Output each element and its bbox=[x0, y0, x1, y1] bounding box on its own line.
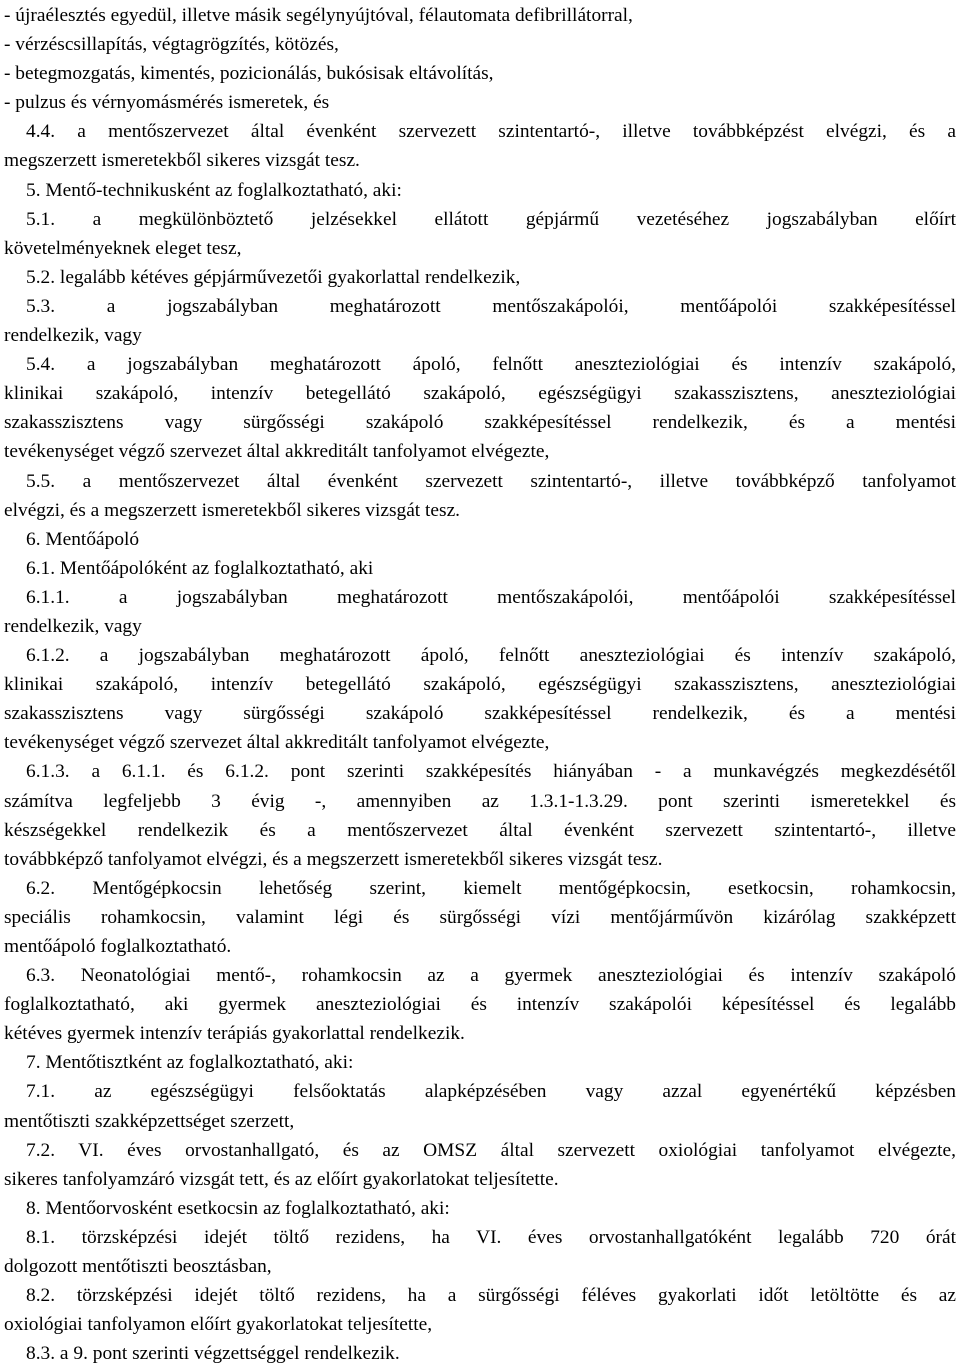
text-line: - vérzéscsillapítás, végtagrögzítés, kötözés, bbox=[4, 34, 339, 56]
text-line: követelményeknek eleget tesz, bbox=[4, 237, 242, 259]
text-line: 6.2. Mentőgépkocsin lehetőség szerint, kiemelt mentőgépkocsin, esetkocsin, rohamkocsin, bbox=[26, 877, 956, 899]
text-line: mentőápoló foglalkoztatható. bbox=[4, 936, 232, 957]
text-line: 8.1. törzsképzési idejét töltő rezidens, ha VI. éves orvostanhallgatóként legalább 720 órát bbox=[26, 1226, 956, 1248]
text-line: klinikai szakápoló, intenzív betegellátó szakápoló, egészségügyi szakasszisztens, aneszteziológiai bbox=[4, 383, 956, 405]
text-line: 6. Mentőápoló bbox=[26, 528, 140, 550]
text-line: 5.4. a jogszabályban meghatározott ápoló, felnőtt aneszteziológiai és intenzív szakápoló, bbox=[26, 354, 956, 376]
text-line: 5.1. a megkülönböztető jelzésekkel ellátott gépjármű vezetéséhez jogszabályban előírt bbox=[26, 208, 956, 230]
text-line: szakasszisztens vagy sürgősségi szakápoló szakképesítéssel rendelkezik, és a mentési bbox=[4, 412, 956, 434]
text-line: 7. Mentőtisztként az foglalkoztatható, aki: bbox=[26, 1052, 354, 1074]
text-line: - újraélesztés egyedül, illetve másik segélynyújtóval, félautomata defibrillátorral, bbox=[4, 5, 633, 26]
text-line: 7.2. VI. éves orvostanhallgató, és az OMSZ által szervezett oxiológiai tanfolyamot elvégezte, bbox=[26, 1139, 956, 1161]
text-line: rendelkezik, vagy bbox=[4, 615, 142, 637]
text-line: továbbképző tanfolyamot elvégzi, és a megszerzett ismeretekből sikeres vizsgát tesz. bbox=[4, 848, 663, 870]
text-line: 5. Mentő-technikusként az foglalkoztatható, aki: bbox=[26, 179, 402, 201]
text-line: 4.4. a mentőszervezet által évenként szervezett szintentartó-, illetve továbbképzést elvégzi, és a bbox=[26, 121, 956, 143]
text-line: speciális rohamkocsin, valamint légi és sürgősségi vízi mentőjárművön kizárólag szakképzett bbox=[4, 906, 956, 928]
text-line: készségekkel rendelkezik és a mentőszervezet által évenként szervezett szintentartó-, illetve bbox=[4, 819, 956, 841]
text-line: elvégzi, és a megszerzett ismeretekből sikeres vizsgát tesz. bbox=[4, 499, 461, 521]
text-line: 8.3. a 9. pont szerinti végzettséggel rendelkezik. bbox=[26, 1343, 400, 1365]
text-line: oxiológiai tanfolyamon előírt gyakorlatokat teljesítette, bbox=[4, 1314, 433, 1336]
text-line: tevékenységet végző szervezet által akkreditált tanfolyamot elvégezte, bbox=[4, 441, 550, 463]
text-line: megszerzett ismeretekből sikeres vizsgát tesz. bbox=[4, 150, 360, 172]
text-line: 6.3. Neonatológiai mentő-, rohamkocsin az a gyermek aneszteziológiai és intenzív szakápoló bbox=[26, 965, 956, 987]
text-line: 6.1.2. a jogszabályban meghatározott ápoló, felnőtt aneszteziológiai és intenzív szakápoló, bbox=[26, 645, 956, 667]
text-line: szakasszisztens vagy sürgősségi szakápoló szakképesítéssel rendelkezik, és a mentési bbox=[4, 703, 956, 725]
text-line: 6.1. Mentőápolóként az foglalkoztatható, aki bbox=[26, 557, 374, 579]
text-line: mentőtiszti szakképzettséget szerzett, bbox=[4, 1110, 295, 1132]
text-line: - pulzus és vérnyomásmérés ismeretek, és bbox=[4, 92, 330, 114]
text-line: rendelkezik, vagy bbox=[4, 325, 142, 347]
text-line: sikeres tanfolyamzáró vizsgát tett, és az előírt gyakorlatokat teljesítette. bbox=[4, 1168, 559, 1190]
text-line: 5.5. a mentőszervezet által évenként szervezett szintentartó-, illetve továbbképző tanfolyamot bbox=[26, 470, 956, 492]
text-line: számítva legfeljebb 3 évig -, amennyiben az 1.3.1-1.3.29. pont szerinti ismeretekkel és bbox=[4, 790, 956, 812]
text-line: kétéves gyermek intenzív terápiás gyakorlattal rendelkezik. bbox=[4, 1023, 465, 1045]
text-line: 6.1.1. a jogszabályban meghatározott mentőszakápolói, mentőápolói szakképesítéssel bbox=[26, 586, 956, 608]
text-line: 5.2. legalább kétéves gépjárművezetői gyakorlattal rendelkezik, bbox=[26, 266, 521, 288]
text-line: 6.1.3. a 6.1.1. és 6.1.2. pont szerinti szakképesítés hiányában - a munkavégzés megkezdésétől bbox=[26, 761, 956, 783]
text-line: klinikai szakápoló, intenzív betegellátó szakápoló, egészségügyi szakasszisztens, aneszteziológiai bbox=[4, 674, 956, 696]
text-line: 8. Mentőorvosként esetkocsin az foglalkoztatható, aki: bbox=[26, 1197, 450, 1219]
text-line: - betegmozgatás, kimentés, pozicionálás, bukósisak eltávolítás, bbox=[4, 63, 494, 85]
text-line: 5.3. a jogszabályban meghatározott mentőszakápolói, mentőápolói szakképesítéssel bbox=[26, 295, 956, 317]
text-line: tevékenységet végző szervezet által akkreditált tanfolyamot elvégezte, bbox=[4, 732, 550, 754]
text-line: dolgozott mentőtiszti beosztásban, bbox=[4, 1256, 272, 1278]
text-line: foglalkoztatható, aki gyermek aneszteziológiai és intenzív szakápolói képesítéssel és legalább bbox=[4, 994, 956, 1016]
text-line: 8.2. törzsképzési idejét töltő rezidens, ha a sürgősségi féléves gyakorlati időt letöltötte és az bbox=[26, 1285, 956, 1307]
text-line: 7.1. az egészségügyi felsőoktatás alapképzésében vagy azzal egyenértékű képzésben bbox=[26, 1081, 956, 1103]
